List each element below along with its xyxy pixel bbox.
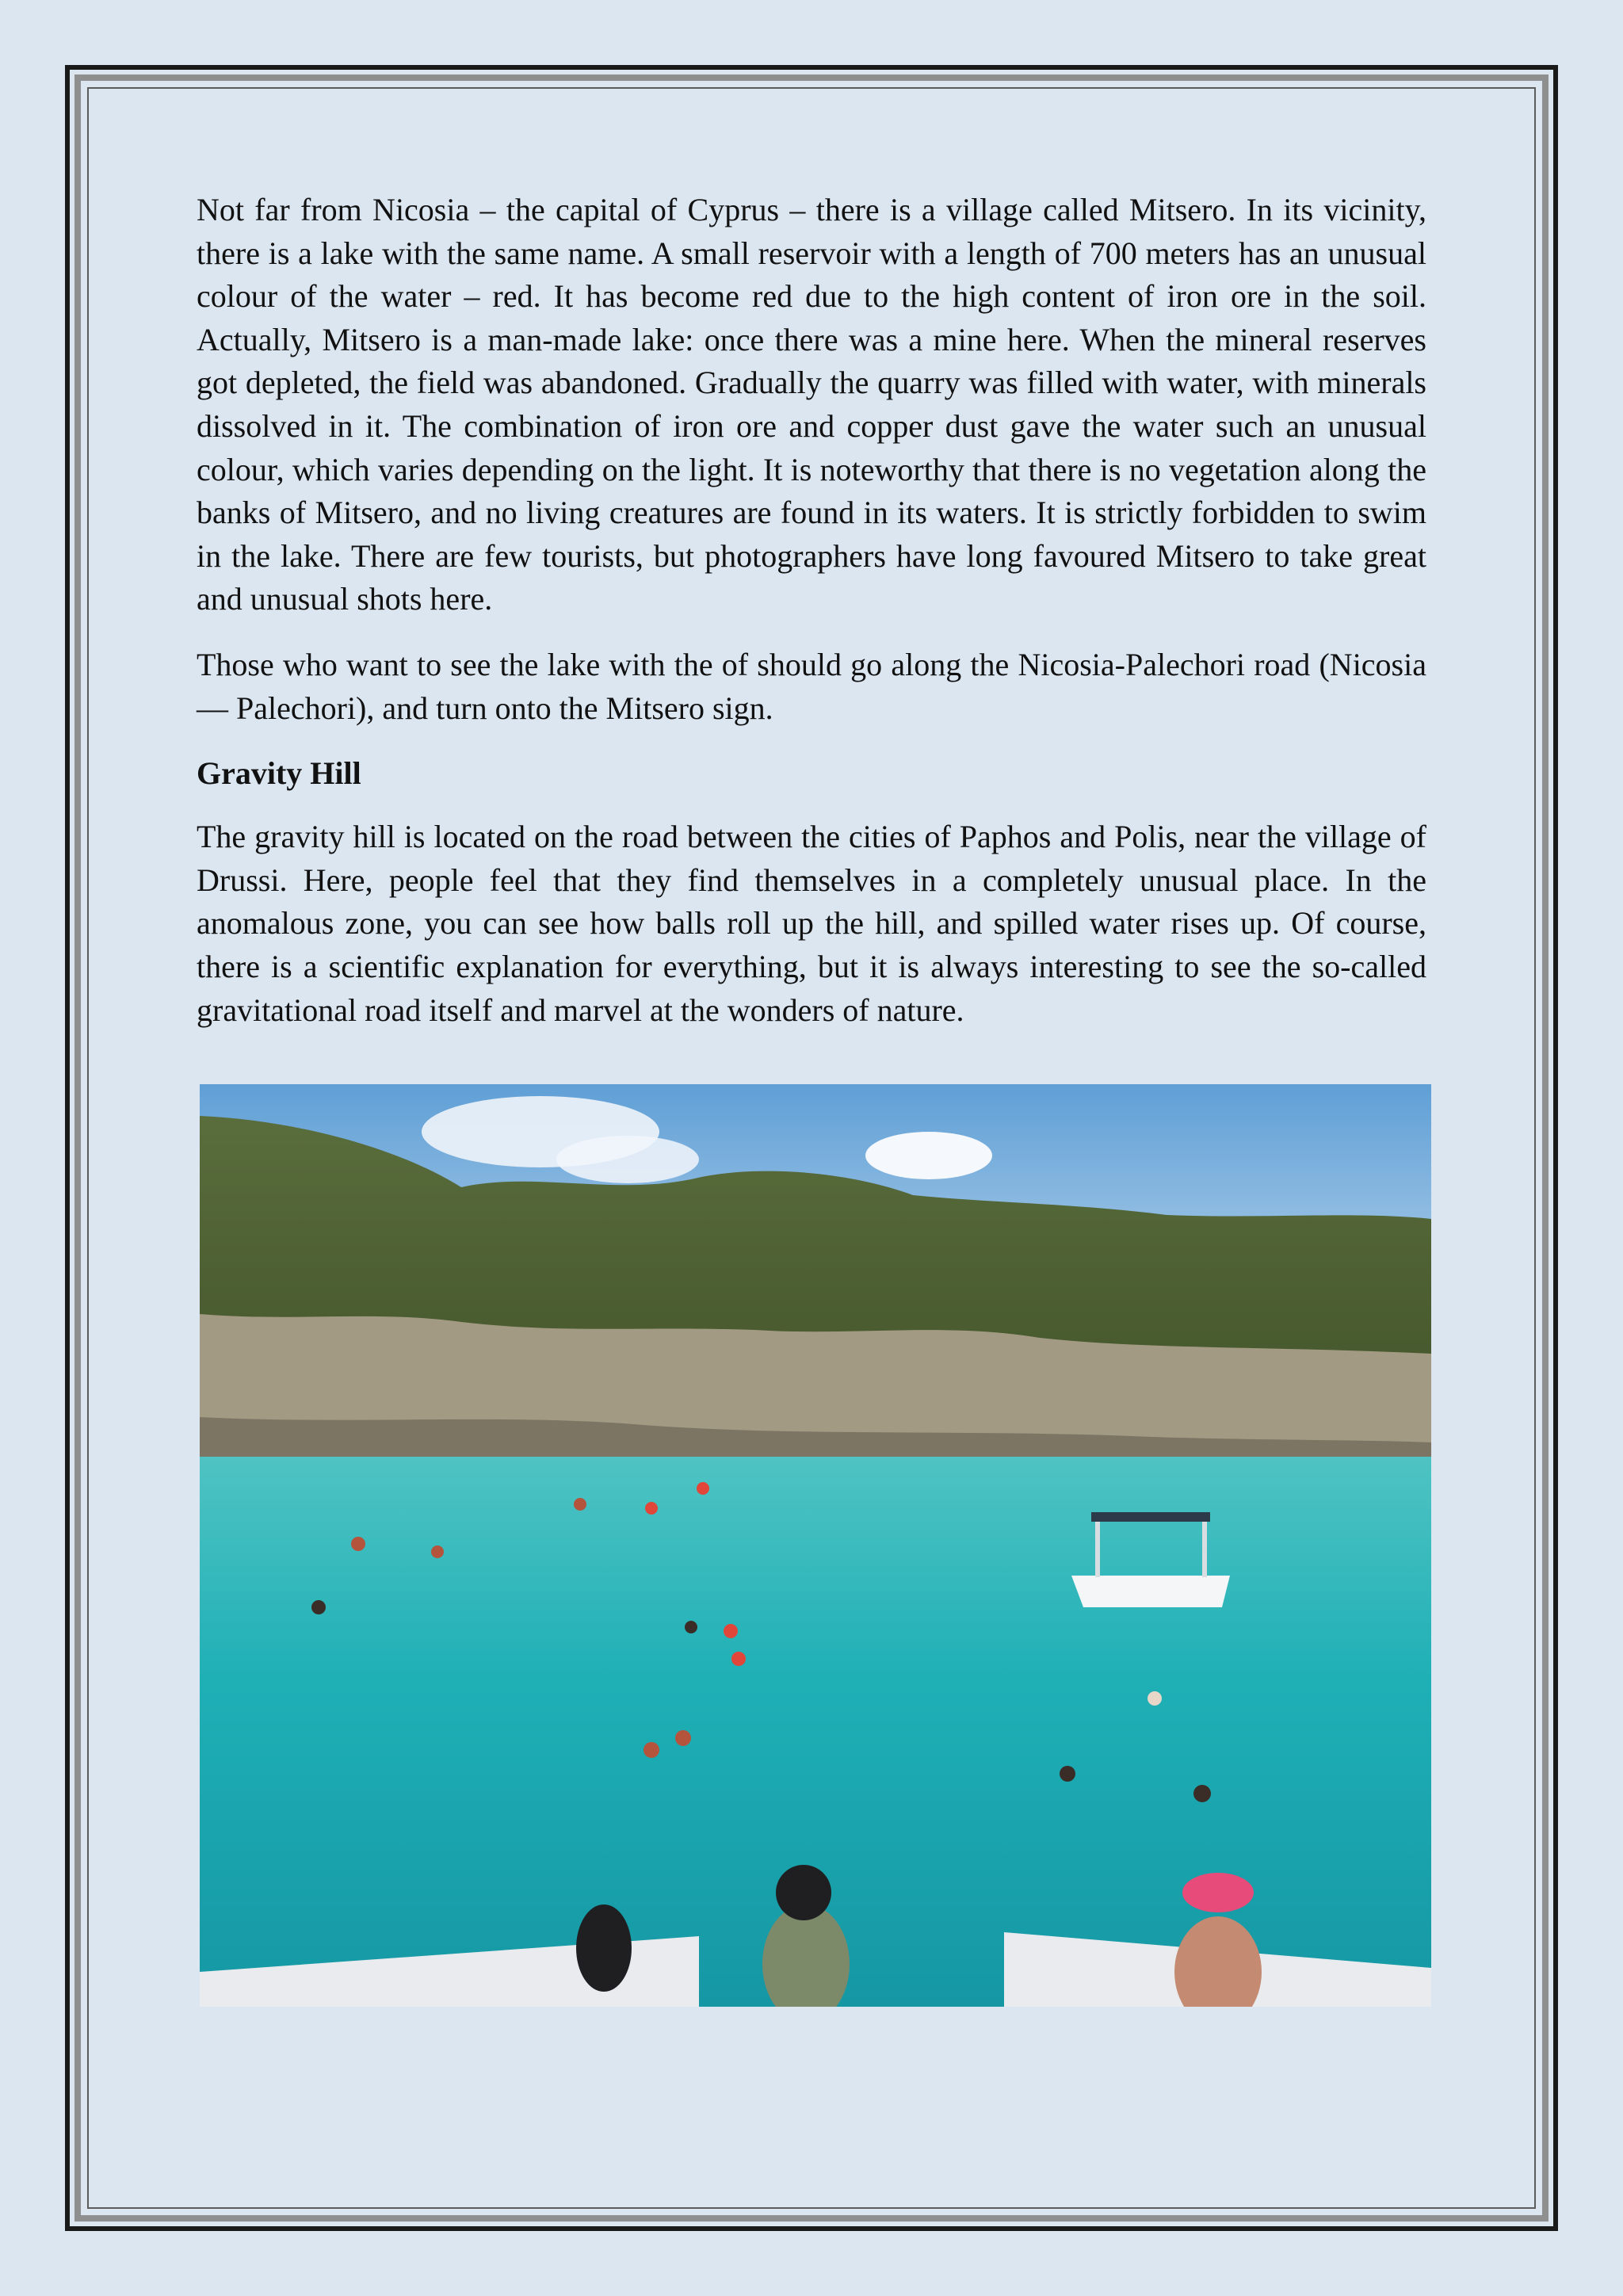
swimmer: [731, 1652, 746, 1666]
swimmer: [351, 1537, 365, 1551]
boat-pole: [1095, 1522, 1100, 1577]
paragraph-gravity-hill: The gravity hill is located on the road between the cities of Paphos and Polis, near the village of Drussi. Here, people feel that they find themselves in a completely unusual place. In the anomalous zone, you can see how balls roll up the hill, and spilled water rises up. Of course, there is a scientific explanation for everything, but it is always interesting to see the so-called gravitational road itself and marvel at the wonders of nature.: [197, 819, 1426, 1028]
boat-pole: [1202, 1522, 1207, 1577]
coastal-bay-photo: [200, 1084, 1431, 2007]
paragraph-mitsero-lake: Not far from Nicosia – the capital of Cyprus – there is a village called Mitsero. In its vicinity, there is a lake with the same name. A small reservoir with a length of 700 meters has an unusual colour of the water – red. It has become red due to the high content of iron ore in the soil. Actually, Mitsero is a man-made lake: once there was a mine here. When the mineral reserves got depleted, the field was abandoned. Gradually the quarry was filled with water, with minerals dissolved in it. The combination of iron ore and copper dust gave the water such an unusual colour, which varies depending on the light. It is noteworthy that there is no vegetation along the banks of Mitsero, and no living creatures are found in its waters. It is strictly forbidden to swim in the lake. There are few tourists, but photographers have long favoured Mitsero to take great and unusual shots here.: [197, 192, 1426, 617]
swimmer: [643, 1742, 659, 1758]
passenger-head: [776, 1865, 831, 1920]
article-body: [197, 189, 1426, 1032]
swimmer: [675, 1730, 691, 1746]
passenger: [576, 1904, 632, 1992]
swimmer: [431, 1545, 444, 1558]
boat-canopy: [1091, 1512, 1210, 1522]
swimmer: [1193, 1785, 1211, 1802]
section-heading-gravity-hill: Gravity Hill: [197, 755, 361, 792]
swimmer: [724, 1624, 738, 1638]
cloud: [556, 1136, 699, 1183]
swimmer: [1148, 1691, 1162, 1706]
paragraph-mitsero-directions: Those who want to see the lake with the of should go along the Nicosia-Palechori road (Nicosia — Palechori), and turn onto the Mitsero sign.: [197, 646, 1426, 726]
cloud: [865, 1132, 992, 1179]
boat-hull: [1071, 1576, 1230, 1607]
swimmer: [645, 1502, 658, 1515]
swimmer: [1060, 1766, 1075, 1782]
swimmer: [574, 1498, 586, 1511]
pink-cap: [1182, 1873, 1254, 1912]
swimmer: [685, 1621, 697, 1633]
swimmer: [697, 1482, 709, 1495]
swimmer: [311, 1600, 326, 1614]
